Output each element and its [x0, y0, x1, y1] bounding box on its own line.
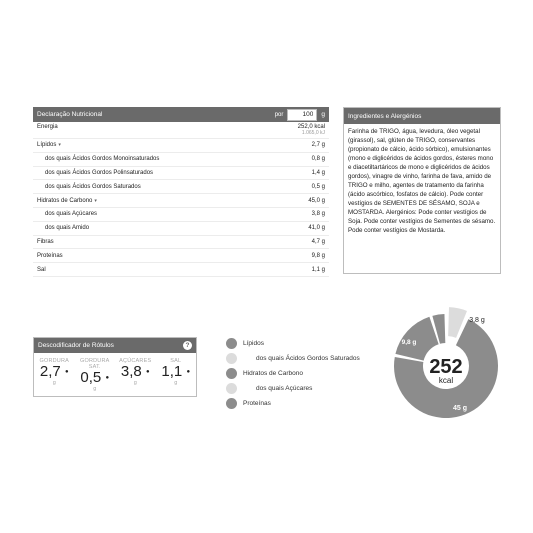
ingredients-panel: [343, 107, 501, 274]
row-label: dos quais Amido: [45, 225, 90, 232]
decoder-value: 3,8: [120, 363, 142, 380]
row-value: 9,8 g: [311, 252, 325, 259]
decoder-label: AÇÚCARES: [119, 358, 152, 364]
legend-swatch: [226, 368, 237, 379]
legend-label: Lípidos: [243, 340, 264, 347]
nutrition-header: [33, 107, 329, 122]
portion-label: por: [274, 111, 284, 118]
nutrition-row-fiber: [33, 236, 329, 250]
nutrition-row-protein: [33, 249, 329, 263]
decoder-fat: [34, 358, 75, 392]
nutrition-row-salt: [33, 263, 329, 277]
row-label: Fibras: [37, 238, 54, 245]
nutrition-row-sfa: [33, 180, 329, 194]
decoder-title: Descodificador de Rótulos: [38, 342, 114, 349]
level-dot-icon: ●: [64, 369, 69, 376]
decoder-unit: g: [52, 380, 56, 387]
legend-label: Proteínas: [243, 400, 271, 407]
row-label: dos quais Ácidos Gordos Polinsaturados: [45, 169, 154, 176]
ingredients-title: Ingredientes e Alergénios: [344, 108, 500, 124]
decoder-value: 1,1: [161, 363, 183, 380]
nutrition-row-lipids[interactable]: [33, 139, 329, 153]
row-value: 41,0 g: [308, 225, 325, 232]
slice-label-protein: 9,8 g: [401, 339, 417, 346]
legend-swatch: [226, 398, 237, 409]
legend-swatch: [226, 338, 237, 349]
nutrition-row-sugars: [33, 208, 329, 222]
legend-item-sugars[interactable]: [226, 381, 360, 396]
row-value: 45,0 g: [308, 197, 325, 204]
energy-kj: 1.065,0 kJ: [301, 130, 325, 136]
row-value: 0,8 g: [311, 156, 325, 163]
help-icon[interactable]: ?: [183, 341, 192, 350]
row-label: Sal: [37, 266, 46, 273]
center-unit: kcal: [438, 376, 454, 385]
decoder-label: GORDURA SAT.: [79, 358, 110, 370]
portion-unit: g: [321, 111, 325, 118]
decoder-header: [34, 338, 196, 353]
row-value: 1,1 g: [311, 266, 325, 273]
chevron-down-icon[interactable]: ▾: [94, 197, 97, 204]
row-value: 1,4 g: [311, 169, 325, 176]
center-value: 252: [429, 356, 463, 378]
nutrition-row-mufa: [33, 153, 329, 167]
slice-label-sugars: 3,8 g: [469, 317, 485, 324]
decoder-values: [34, 353, 196, 392]
row-label: dos quais Ácidos Gordos Monoinsaturados: [45, 156, 160, 163]
row-value: [298, 124, 325, 136]
legend-swatch: [226, 353, 237, 364]
label-decoder: [33, 337, 197, 397]
decoder-label: GORDURA: [39, 358, 69, 364]
decoder-sat-fat: [75, 358, 116, 392]
level-dot-icon: ●: [186, 369, 191, 376]
macro-donut-chart: [390, 297, 520, 427]
chevron-down-icon[interactable]: ▾: [58, 142, 61, 149]
decoder-unit: g: [133, 380, 137, 387]
row-value: 4,7 g: [311, 238, 325, 245]
row-label: dos quais Açúcares: [45, 211, 98, 218]
decoder-unit: g: [93, 386, 97, 393]
ingredients-text: Farinha de TRIGO, água, levedura, óleo vegetal (girassol), sal, glúten de TRIGO, conservantes (propionato de cálcio, ácido sórbico), emulsionantes (mono e diglicéridos de ácidos gordos, ésteres mono e diacetiltartáricos de mono e diglicéridos de ácidos gordos), vinagre de vinho, farinha de fava, amido de TRIGO e milho, agentes de tratamento da farinha (ácido ascórbico, fosfatos de cálcio). Pode conter vestígios de SEMENTES DE SÉSAMO, SOJA e MOSTARDA. Alergénios: Pode conter vestígios de Soja. Pode conter vestígios de Sementes de sésamo. Pode conter vestígios de Mostarda.: [348, 128, 496, 234]
row-label: Lípidos: [37, 142, 57, 149]
chart-legend: [226, 336, 360, 411]
decoder-sugars: [115, 358, 156, 392]
decoder-value: 2,7: [39, 363, 61, 380]
decoder-unit: g: [174, 380, 178, 387]
row-label: Proteínas: [37, 252, 63, 259]
legend-item-protein[interactable]: [226, 396, 360, 411]
legend-item-carbs[interactable]: [226, 366, 360, 381]
slice-label-carbs: 45 g: [452, 405, 468, 412]
row-value: 3,8 g: [311, 211, 325, 218]
legend-item-lipids[interactable]: [226, 336, 360, 351]
legend-label: dos quais Açúcares: [256, 385, 313, 392]
decoder-value: 0,5: [80, 369, 102, 386]
row-label: Energia: [37, 124, 58, 130]
legend-item-saturated[interactable]: [226, 351, 360, 366]
nutrition-row-energy: [33, 122, 329, 139]
nutrition-row-carbs[interactable]: [33, 194, 329, 208]
decoder-label: SAL: [170, 358, 182, 364]
row-label: dos quais Ácidos Gordos Saturados: [45, 183, 141, 190]
legend-swatch: [226, 383, 237, 394]
portion-input[interactable]: [287, 109, 317, 121]
level-dot-icon: ●: [105, 375, 110, 382]
legend-label: Hidratos de Carbono: [243, 370, 303, 377]
legend-label: dos quais Ácidos Gordos Saturados: [256, 355, 360, 362]
nutrition-title: Declaração Nutricional: [37, 111, 103, 118]
row-value: 0,5 g: [311, 183, 325, 190]
row-label: Hidratos de Carbono: [37, 197, 93, 204]
level-dot-icon: ●: [145, 369, 150, 376]
row-value: 2,7 g: [311, 142, 325, 149]
nutrition-row-pufa: [33, 167, 329, 181]
nutrition-table: [33, 107, 329, 277]
decoder-salt: [156, 358, 197, 392]
energy-kcal: 252,0 kcal: [297, 124, 325, 130]
nutrition-row-starch: [33, 222, 329, 236]
